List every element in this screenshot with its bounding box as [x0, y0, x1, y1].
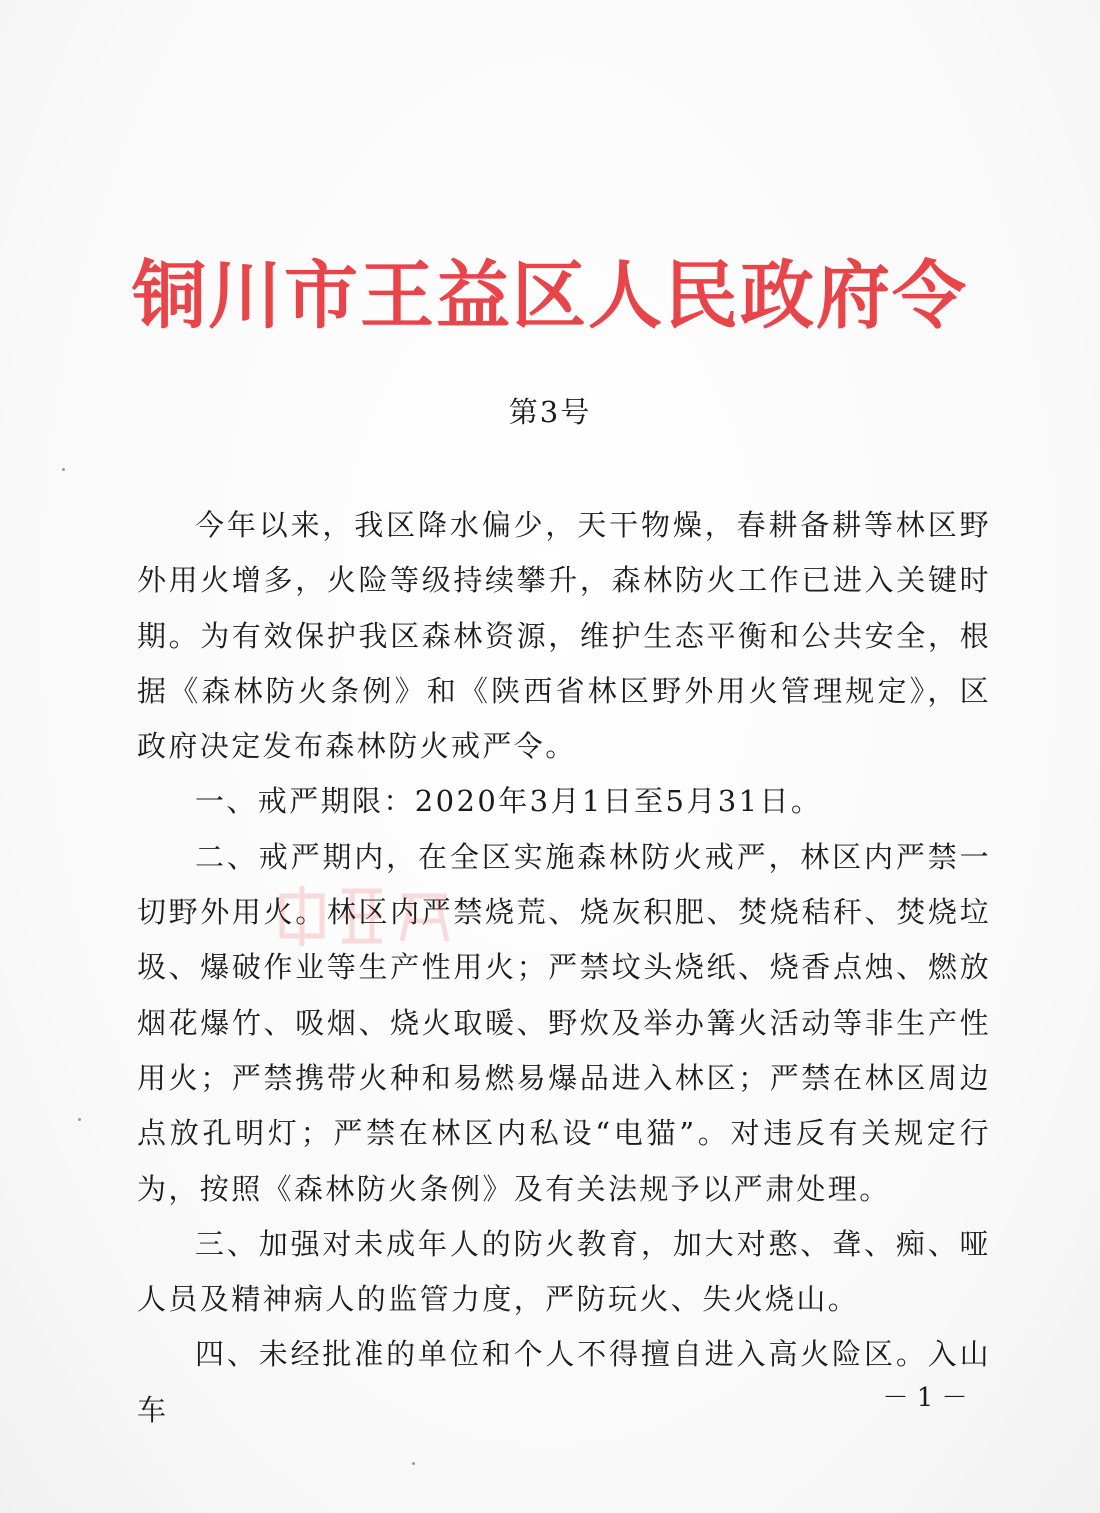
document-body	[137, 498, 991, 1438]
paragraph-item-2: 二、戒严期内，在全区实施森林防火戒严，林区内严禁一切野外用火。林区内严禁烧荒、烧灰积肥、焚烧秸秆、焚烧垃圾、爆破作业等生产性用火；严禁坟头烧纸、烧香点烛、燃放烟花爆竹、吸烟、烧火取暖、野炊及举办篝火活动等非生产性用火；严禁携带火种和易燃易爆品进入林区；严禁在林区周边点放孔明灯；严禁在林区内私设“电猫”。对违反有关规定行为，按照《森林防火条例》及有关法规予以严肃处理。	[137, 839, 991, 1206]
document-number: 第3号	[508, 395, 592, 429]
scan-speck	[62, 468, 65, 471]
scan-speck	[412, 1462, 415, 1465]
scan-speck	[78, 1118, 81, 1121]
paragraph-item-4: 四、未经批准的单位和个人不得擅自进入高火险区。入山车	[137, 1337, 991, 1427]
paragraph-item-3: 三、加强对未成年人的防火教育，加大对憨、聋、痴、哑人员及精神病人的监管力度，严防玩火、失火烧山。	[137, 1226, 991, 1317]
page-number: － 1 －	[882, 1383, 968, 1413]
paragraph-intro: 今年以来，我区降水偏少，天干物燥，春耕备耕等林区野外用火增多，火险等级持续攀升，森林防火工作已进入关键时期。为有效保护我区森林资源，维护生态平衡和公共安全，根据《森林防火条例》和《陕西省林区野外用火管理规定》，区政府决定发布森林防火戒严令。	[137, 508, 991, 764]
document-title: 铜川市王益区人民政府令	[132, 253, 968, 339]
paragraph-item-1: 一、戒严期限：2020年3月1日至5月31日。	[195, 784, 823, 819]
